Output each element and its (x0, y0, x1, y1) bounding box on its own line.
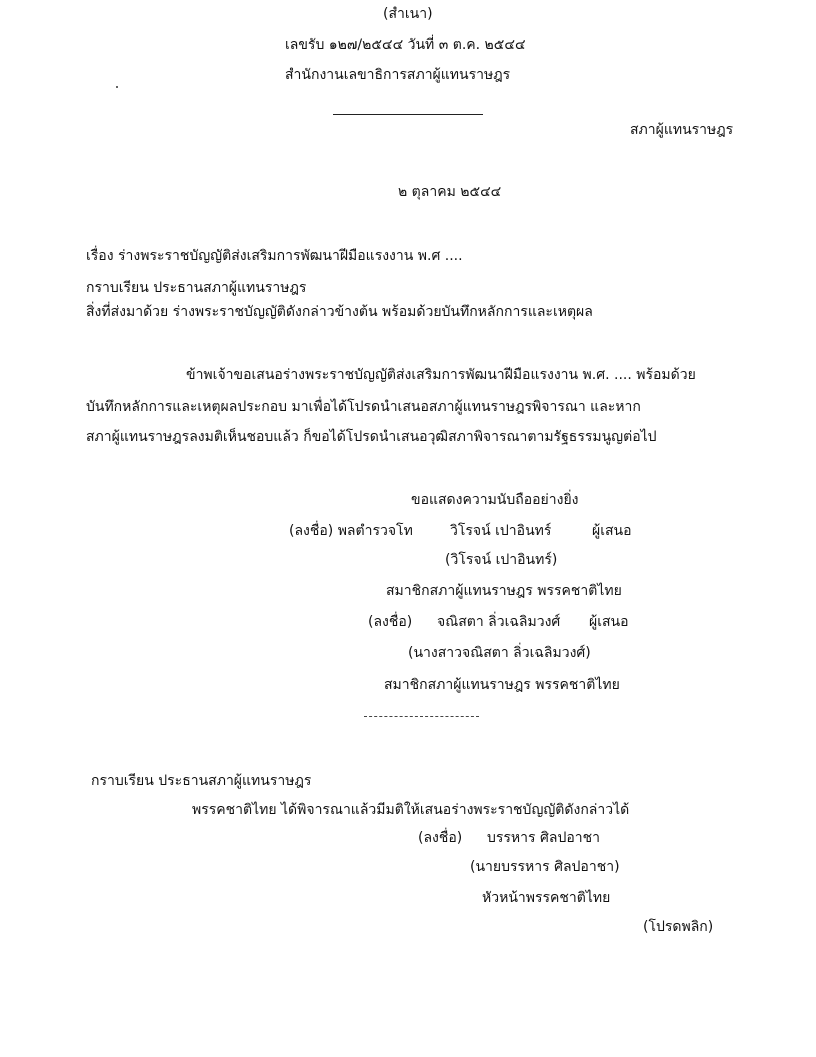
scan-speck (116, 86, 118, 88)
subject-topic: เรื่อง ร่างพระราชบัญญัติส่งเสริมการพัฒนาฝีมือแรงงาน พ.ศ .... (86, 248, 463, 264)
subject-enclosure: สิ่งที่ส่งมาด้วย ร่างพระราชบัญญัติดังกล่าวข้างต้น พร้อมด้วยบันทึกหลักการและเหตุผล (86, 304, 593, 320)
receipt-number: เลขรับ ๑๒๗/๒๕๔๔ วันที่ ๓ ต.ค. ๒๕๔๔ (285, 37, 526, 53)
signature-2-name: จณิสตา ลิ่วเฉลิมวงศ์ (437, 614, 561, 630)
body-line-1: ข้าพเจ้าขอเสนอร่างพระราชบัญญัติส่งเสริมการพัฒนาฝีมือแรงงาน พ.ศ. .... พร้อมด้วย (186, 367, 696, 383)
closing-respect: ขอแสดงความนับถืออย่างยิ่ง (411, 492, 579, 508)
endorsement-printed-name: (นายบรรหาร ศิลปอาชา) (470, 859, 620, 875)
office-name: สำนักงานเลขาธิการสภาผู้แทนราษฎร (285, 67, 511, 83)
signature-1-role: ผู้เสนอ (592, 523, 632, 539)
endorsement-sig-name: บรรหาร ศิลปอาชา (487, 830, 600, 846)
endorsement-sig-prefix: (ลงชื่อ) (418, 830, 463, 846)
copy-mark: (สำเนา) (383, 6, 433, 22)
header-rule (333, 114, 483, 115)
signature-2-printed-name: (นางสาวจณิสตา ลิ่วเฉลิมวงศ์) (408, 645, 591, 661)
section-divider (364, 716, 479, 717)
body-line-3: สภาผู้แทนราษฎรลงมติเห็นชอบแล้ว ก็ขอได้โปรดนำเสนอวุฒิสภาพิจารณาตามรัฐธรรมนูญต่อไป (86, 429, 657, 445)
signature-1-printed-name: (วิโรจน์ เปาอินทร์) (445, 552, 558, 568)
body-line-2: บันทึกหลักการและเหตุผลประกอบ มาเพื่อได้โปรดนำเสนอสภาผู้แทนราษฎรพิจารณา และหาก (86, 399, 641, 415)
letter-date: ๒ ตุลาคม ๒๕๔๔ (398, 184, 502, 200)
signature-2-position: สมาชิกสภาผู้แทนราษฎร พรรคชาติไทย (384, 677, 620, 693)
endorsement-salutation: กราบเรียน ประธานสภาผู้แทนราษฎร (91, 773, 312, 789)
signature-2-role: ผู้เสนอ (589, 614, 629, 630)
signature-2-prefix: (ลงชื่อ) (368, 614, 413, 630)
addressee-right: สภาผู้แทนราษฎร (630, 122, 734, 138)
subject-salutation: กราบเรียน ประธานสภาผู้แทนราษฎร (86, 280, 307, 296)
endorsement-text: พรรคชาติไทย ได้พิจารณาแล้วมีมติให้เสนอร่างพระราชบัญญัติดังกล่าวได้ (192, 802, 630, 818)
signature-1-name: วิโรจน์ เปาอินทร์ (450, 523, 552, 539)
turn-over-note: (โปรดพลิก) (643, 919, 714, 935)
signature-1-position: สมาชิกสภาผู้แทนราษฎร พรรคชาติไทย (386, 583, 622, 599)
endorsement-position: หัวหน้าพรรคชาติไทย (482, 890, 611, 906)
signature-1-prefix: (ลงชื่อ) พลตำรวจโท (289, 523, 413, 539)
